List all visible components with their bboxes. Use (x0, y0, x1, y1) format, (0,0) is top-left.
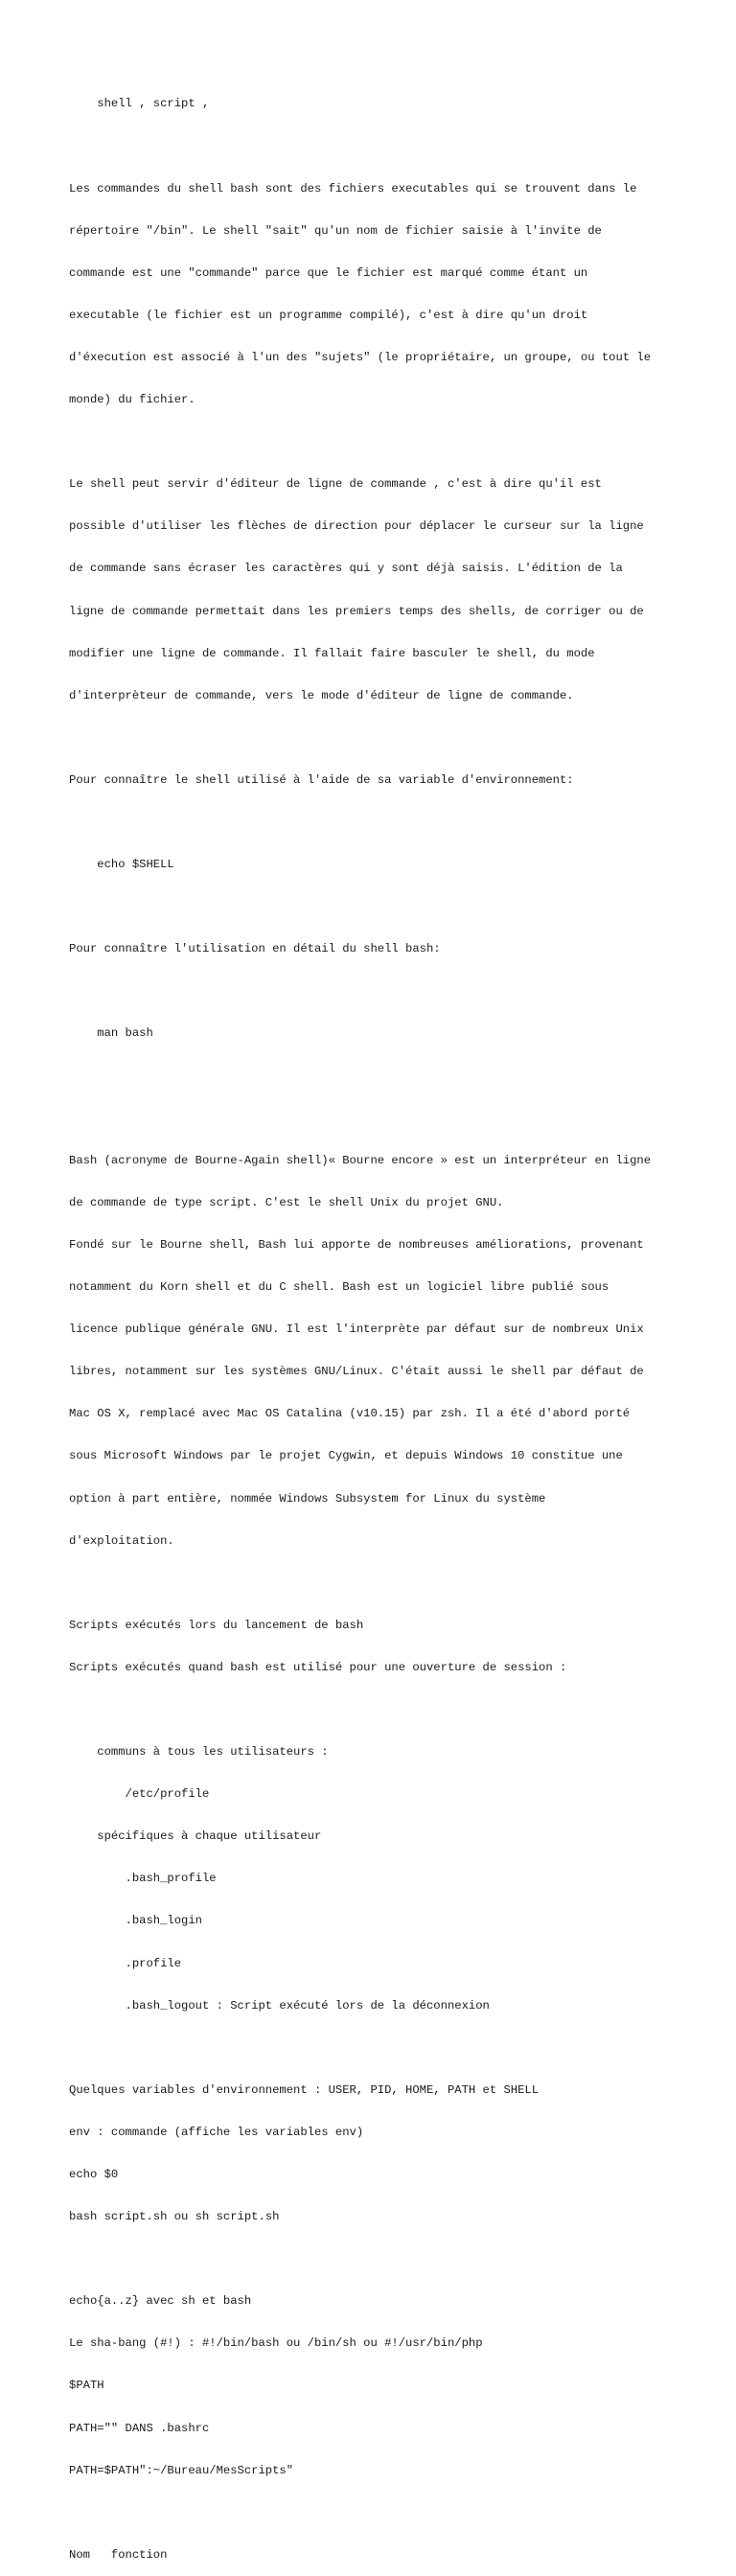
list-line: /etc/profile (69, 1787, 210, 1802)
paragraph-line: Bash (acronyme de Bourne-Again shell)« Bourne encore » est un interpréteur en ligne (69, 1153, 652, 1167)
paragraph-line: echo{a..z} avec sh et bash (69, 2294, 252, 2309)
list-line: spécifiques à chaque utilisateur (69, 1829, 322, 1844)
paragraph-line: bash script.sh ou sh script.sh (69, 2210, 280, 2224)
document-page (69, 69, 702, 2576)
paragraph-line: executable (le fichier est un programme compilé), c'est à dire qu'un droit (69, 308, 588, 322)
paragraph-line: d'interprèteur de commande, vers le mode d'éditeur de ligne de commande. (69, 688, 574, 702)
blank-line (69, 2041, 702, 2056)
blank-line (69, 1576, 702, 1591)
paragraph-line: modifier une ligne de commande. Il fallait faire basculer le shell, du mode (69, 646, 595, 660)
list-line: communs à tous les utilisateurs : (69, 1745, 329, 1760)
blank-line (69, 1703, 702, 1717)
paragraph-line: PATH=$PATH":~/Bureau/MesScripts" (69, 2463, 294, 2477)
paragraph-line: env : commande (affiche les variables env) (69, 2125, 364, 2139)
list-line: .bash_profile (69, 1872, 217, 1886)
paragraph-line: Les commandes du shell bash sont des fichiers executables qui se trouvent dans le (69, 181, 637, 196)
paragraph-line: Scripts exécutés quand bash est utilisé pour une ouverture de session : (69, 1660, 567, 1674)
code-line: echo $SHELL (69, 858, 174, 872)
paragraph-line: d'exploitation. (69, 1533, 174, 1548)
blank-line (69, 140, 702, 154)
heading-line: shell , script , (69, 97, 210, 111)
code-line: man bash (69, 1026, 153, 1041)
list-line: .bash_logout : Script exécuté lors de la déconnexion (69, 1998, 490, 2012)
blank-line (69, 731, 702, 746)
paragraph-line: Quelques variables d'environnement : USER, PID, HOME, PATH et SHELL (69, 2082, 540, 2097)
blank-line (69, 1070, 702, 1084)
paragraph-line: Mac OS X, remplacé avec Mac OS Catalina (v10.15) par zsh. Il a été d'abord porté (69, 1407, 631, 1421)
blank-line (69, 2506, 702, 2520)
paragraph-line: $PATH (69, 2379, 104, 2393)
paragraph-line: possible d'utiliser les flèches de direction pour déplacer le curseur sur la ligne (69, 519, 644, 534)
blank-line (69, 900, 702, 914)
paragraph-line: de commande de type script. C'est le shell Unix du projet GNU. (69, 1195, 504, 1209)
paragraph-line: Scripts exécutés lors du lancement de bash (69, 1618, 364, 1632)
paragraph-line: notamment du Korn shell et du C shell. Bash est un logiciel libre publié sous (69, 1280, 610, 1295)
paragraph-line: option à part entière, nommée Windows Subsystem for Linux du système (69, 1491, 546, 1506)
paragraph-line: licence publique générale GNU. Il est l'interprète par défaut sur de nombreux Unix (69, 1322, 644, 1337)
paragraph-line: répertoire "/bin". Le shell "sait" qu'un nom de fichier saisie à l'invite de (69, 223, 602, 238)
paragraph-line: de commande sans écraser les caractères qui y sont déjà saisis. L'édition de la (69, 562, 623, 576)
blank-line (69, 984, 702, 999)
paragraph-line: libres, notamment sur les systèmes GNU/Linux. C'était aussi le shell par défaut de (69, 1365, 644, 1379)
paragraph-line: commande est une "commande" parce que le fichier est marqué comme étant un (69, 265, 588, 280)
blank-line (69, 1112, 702, 1126)
paragraph-line: monde) du fichier. (69, 393, 196, 407)
list-line: .profile (69, 1956, 182, 1970)
paragraph-line: echo $0 (69, 2168, 119, 2181)
paragraph-line: ligne de commande permettait dans les premiers temps des shells, de corriger ou de (69, 604, 644, 618)
list-line: .bash_login (69, 1914, 202, 1928)
blank-line (69, 435, 702, 449)
paragraph-line: sous Microsoft Windows par le projet Cygwin, et depuis Windows 10 constitue une (69, 1449, 623, 1463)
paragraph-line: Nom fonction (69, 2547, 168, 2562)
paragraph-line: Fondé sur le Bourne shell, Bash lui apporte de nombreuses améliorations, provenant (69, 1237, 644, 1252)
paragraph-line: PATH="" DANS .bashrc (69, 2421, 210, 2435)
paragraph-line: Pour connaître le shell utilisé à l'aide de sa variable d'environnement: (69, 772, 574, 787)
paragraph-line: d'éxecution est associé à l'un des "sujets" (le propriétaire, un groupe, ou tout le (69, 350, 652, 364)
blank-line (69, 2252, 702, 2266)
paragraph-line: Le shell peut servir d'éditeur de ligne de commande , c'est à dire qu'il est (69, 477, 602, 492)
paragraph-line: Pour connaître l'utilisation en détail du shell bash: (69, 942, 441, 956)
blank-line (69, 816, 702, 830)
paragraph-line: Le sha-bang (#!) : #!/bin/bash ou /bin/sh ou #!/usr/bin/php (69, 2336, 483, 2351)
